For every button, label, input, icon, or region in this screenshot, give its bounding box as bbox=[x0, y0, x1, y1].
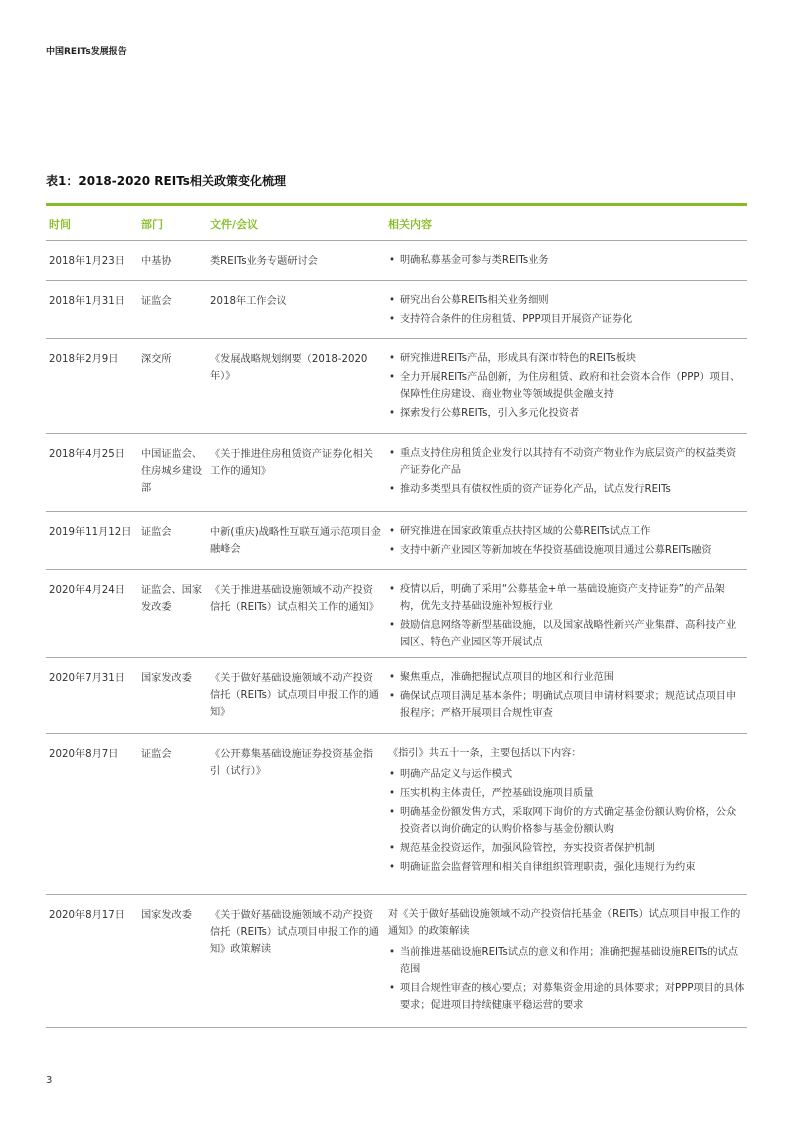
cell-doc: 中新(重庆)战略性互联互通示范项目金融峰会 bbox=[210, 527, 381, 555]
content-lead: 《指引》共五十一条，主要包括以下内容： bbox=[388, 748, 582, 759]
report-header: 中国REITs发展报告 bbox=[46, 47, 127, 57]
cell-doc: 《关于做好基础设施领域不动产投资信托（REITs）试点项目申报工作的通知》 bbox=[210, 673, 379, 718]
table-title: 表1：2018-2020 REITs相关政策变化梳理 bbox=[46, 174, 286, 188]
bullet-item: • 确保试点项目满足基本条件；明确试点项目申请材料要求；规范试点项目申报程序；严格开展项目合规性审查 bbox=[388, 688, 745, 722]
bullet-item: • 探索发行公募REITs，引入多元化投资者 bbox=[388, 405, 745, 422]
bullet-item: • 研究推进REITs产品，形成具有深市特色的REITs板块 bbox=[388, 350, 745, 367]
cell-time: 2019年11月12日 bbox=[49, 527, 132, 538]
table-row bbox=[46, 734, 747, 895]
cell-time: 2018年1月31日 bbox=[49, 296, 125, 307]
cell-dept: 证监会 bbox=[141, 527, 172, 538]
cell-content bbox=[388, 523, 745, 561]
bullet-item: • 明确基金份额发售方式，采取网下询价的方式确定基金份额认购价格，公众投资者以询价确定的认购价格参与基金份额认购 bbox=[388, 804, 745, 838]
bullet-item: • 研究出台公募REITs相关业务细则 bbox=[388, 292, 745, 309]
cell-doc: 《发展战略规划纲要（2018-2020年）》 bbox=[210, 354, 368, 382]
cell-content bbox=[388, 745, 745, 878]
bullet-item: • 鼓励信息网络等新型基础设施，以及国家战略性新兴产业集群、高科技产业园区、特色产业园区等开展试点 bbox=[388, 617, 745, 651]
bullet-item: • 明确私募基金可参与类REITs业务 bbox=[388, 252, 745, 269]
bullet-item: • 压实机构主体责任，严控基础设施项目质量 bbox=[388, 785, 745, 802]
cell-time: 2018年4月25日 bbox=[49, 449, 125, 460]
table-row bbox=[46, 434, 747, 512]
cell-time: 2018年2月9日 bbox=[49, 354, 119, 365]
table-row bbox=[46, 895, 747, 1028]
cell-time: 2020年8月17日 bbox=[49, 910, 125, 921]
cell-content bbox=[388, 669, 745, 724]
page-number: 3 bbox=[46, 1075, 53, 1086]
column-header-dept: 部门 bbox=[141, 218, 163, 231]
column-header-content: 相关内容 bbox=[388, 218, 432, 231]
cell-dept: 深交所 bbox=[141, 354, 172, 365]
bullet-item: • 聚焦重点，准确把握试点项目的地区和行业范围 bbox=[388, 669, 745, 686]
table-row bbox=[46, 281, 747, 339]
table-row bbox=[46, 658, 747, 734]
cell-dept: 证监会 bbox=[141, 296, 172, 307]
bullet-item: • 研究推进在国家政策重点扶持区域的公募REITs试点工作 bbox=[388, 523, 745, 540]
column-header-doc: 文件/会议 bbox=[210, 218, 259, 231]
cell-doc: 类REITs业务专题研讨会 bbox=[210, 256, 318, 267]
cell-content bbox=[388, 906, 745, 1016]
cell-time: 2020年4月24日 bbox=[49, 585, 125, 596]
cell-doc: 《公开募集基础设施证券投资基金指引（试行）》 bbox=[210, 749, 373, 777]
cell-doc: 《关于推进住房租赁资产证券化相关工作的通知》 bbox=[210, 449, 373, 477]
cell-dept: 中基协 bbox=[141, 256, 172, 267]
table-row bbox=[46, 241, 747, 281]
cell-doc: 《关于推进基础设施领域不动产投资信托（REITs）试点相关工作的通知》 bbox=[210, 585, 379, 613]
bullet-item: • 当前推进基础设施REITs试点的意义和作用；准确把握基础设施REITs的试点范围 bbox=[388, 944, 745, 978]
bullet-item: • 支持中新产业园区等新加坡在华投资基础设施项目通过公募REITs融资 bbox=[388, 542, 745, 559]
bullet-item: • 明确证监会监督管理和相关自律组织管理职责，强化违规行为约束 bbox=[388, 859, 745, 876]
content-lead: 对《关于做好基础设施领域不动产投资信托基金（REITs）试点项目申报工作的通知》的政策解读 bbox=[388, 909, 741, 937]
bullet-item: • 推动多类型具有债权性质的资产证券化产品，试点发行REITs bbox=[388, 481, 745, 498]
policy-table bbox=[46, 203, 747, 1028]
bullet-item: • 规范基金投资运作，加强风险管控，夯实投资者保护机制 bbox=[388, 840, 745, 857]
table-row bbox=[46, 570, 747, 658]
cell-content bbox=[388, 581, 745, 653]
cell-dept: 中国证监会、住房城乡建设部 bbox=[141, 449, 203, 494]
cell-content bbox=[388, 350, 745, 424]
bullet-item: • 支持符合条件的住房租赁、PPP项目开展资产证券化 bbox=[388, 311, 745, 328]
cell-content bbox=[388, 445, 745, 500]
column-header-time: 时间 bbox=[49, 218, 71, 231]
bullet-item: • 明确产品定义与运作模式 bbox=[388, 766, 745, 783]
bullet-item: • 全力开展REITs产品创新，为住房租赁、政府和社会资本合作（PPP）项目、保障性住房建设、商业物业等领域提供金融支持 bbox=[388, 369, 745, 403]
cell-doc: 《关于做好基础设施领域不动产投资信托（REITs）试点项目申报工作的通知》政策解读 bbox=[210, 910, 379, 955]
table-header-row bbox=[46, 203, 747, 241]
table-row bbox=[46, 339, 747, 434]
cell-content bbox=[388, 292, 745, 330]
bullet-item: • 项目合规性审查的核心要点；对募集资金用途的具体要求；对PPP项目的具体要求；促进项目持续健康平稳运营的要求 bbox=[388, 980, 745, 1014]
cell-doc: 2018年工作会议 bbox=[210, 296, 287, 307]
bullet-item: • 疫情以后，明确了采用“公募基金+单一基础设施资产支持证券”的产品架构，优先支持基础设施补短板行业 bbox=[388, 581, 745, 615]
cell-time: 2018年1月23日 bbox=[49, 256, 125, 267]
bullet-item: • 重点支持住房租赁企业发行以其持有不动资产物业作为底层资产的权益类资产证券化产品 bbox=[388, 445, 745, 479]
cell-dept: 国家发改委 bbox=[141, 910, 192, 921]
cell-dept: 国家发改委 bbox=[141, 673, 192, 684]
cell-time: 2020年8月7日 bbox=[49, 749, 119, 760]
cell-content bbox=[388, 252, 745, 271]
cell-dept: 证监会 bbox=[141, 749, 172, 760]
table-row bbox=[46, 512, 747, 570]
cell-dept: 证监会、国家发改委 bbox=[141, 585, 203, 613]
cell-time: 2020年7月31日 bbox=[49, 673, 125, 684]
